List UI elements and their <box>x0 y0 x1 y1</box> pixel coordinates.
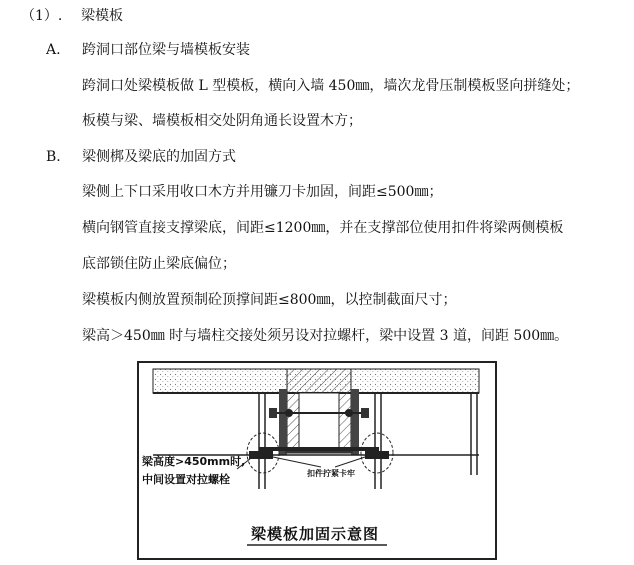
annotation-beam-height: 梁高度>450mm时, <box>142 455 246 468</box>
item-b-paragraph-4: 梁模板内侧放置预制砼顶撑间距≤800㎜，以控制截面尺寸； <box>82 292 457 308</box>
annotation-tie-bolt: 中间设置对拉螺栓 <box>142 473 230 486</box>
annotation-coupler: 扣件拧紧卡牢 <box>307 469 355 478</box>
item-a-paragraph-2: 板模与梁、墙模板相交处阴角通长设置木方； <box>82 113 362 129</box>
section-title: 梁模板 <box>81 8 123 24</box>
section-heading <box>21 6 123 26</box>
item-b-title: 梁侧梆及梁底的加固方式 <box>82 149 236 165</box>
item-b-paragraph-5: 梁高＞450㎜ 时与墙柱交接处须另设对拉螺杆，梁中设置 3 道，间距 500㎜。 <box>82 328 569 344</box>
beam-formwork-diagram <box>137 361 497 560</box>
item-b-paragraph-3: 底部锁住防止梁底偏位； <box>82 256 236 272</box>
item-b-heading <box>46 147 236 167</box>
item-b-paragraph-1: 梁侧上下口采用收口木方并用镰刀卡加固，间距≤500㎜； <box>82 184 443 200</box>
section-number: （1）. <box>21 8 63 24</box>
item-a-heading <box>46 40 250 60</box>
item-a-title: 跨洞口部位梁与墙模板安装 <box>82 42 250 58</box>
item-b-letter: B. <box>46 149 61 165</box>
item-a-paragraph-1: 跨洞口处梁模板做 L 型模板，横向入墙 450㎜，墙次龙骨压制模板竖向拼缝处； <box>82 78 580 94</box>
beam-body <box>287 369 351 453</box>
item-a-letter: A. <box>46 42 61 58</box>
figure-caption: 梁模板加固示意图 <box>251 525 380 543</box>
item-b-paragraph-2: 横向钢管直接支撑梁底，间距≤1200㎜，并在支撑部位使用扣件将梁两侧模板 <box>82 220 564 236</box>
